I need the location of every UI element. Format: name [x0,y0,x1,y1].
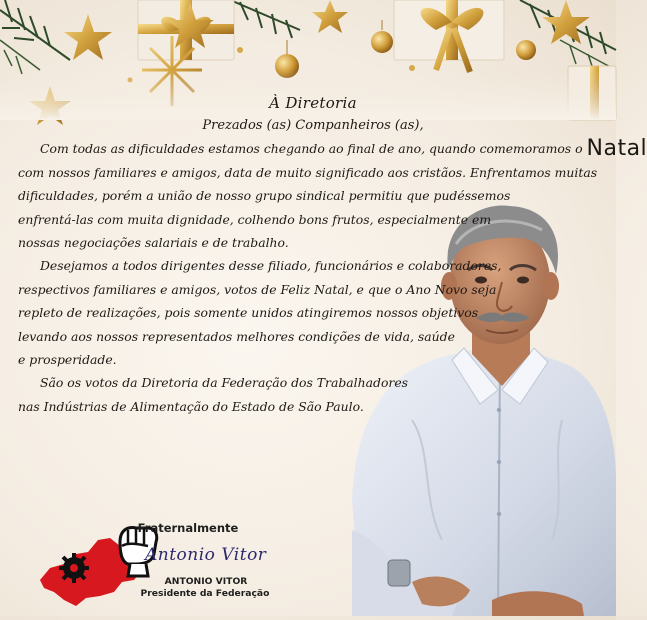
natal-highlight: Natal [587,136,647,161]
letter-line: Desejamos a todos dirigentes desse filiado, funcionários e colaboradores, [18,254,608,277]
letter-line: respectivos familiares e amigos, votos de Feliz Natal, e que o Ano Novo seja [18,278,608,301]
letter-line: nas Indústrias de Alimentação do Estado de São Paulo. [18,395,608,418]
letter-line: repleto de realizações, pois somente unidos atingiremos nossos objetivos [18,301,608,324]
handwritten-signature: Antonio Vitor [145,545,265,565]
letter-title: À Diretoria [18,92,608,115]
letter-line: nossas negociações salariais e de trabalho. [18,231,608,254]
letter-line [18,137,608,160]
letter-line: levando aos nossos representados melhores condições de vida, saúde [18,325,608,348]
letter-line: São os votos da Diretoria da Federação dos Trabalhadores [18,371,608,394]
signatory-role: Presidente da Federação [140,588,270,599]
closing-text: Fraternalmente [123,521,253,535]
letter-line: enfrentá-las com muita dignidade, colhendo bons frutos, especialmente em [18,208,608,231]
gear-icon [59,553,89,583]
christmas-letter [18,92,608,418]
letter-line: dificuldades, porém a união de nosso grupo sindical permitiu que pudéssemos [18,184,608,207]
letter-line-text: Com todas as dificuldades estamos chegando ao final de ano, quando comemoramos o [40,141,583,156]
signatory-name: ANTONIO VITOR [150,576,262,587]
letter-greeting: Prezados (as) Companheiros (as), [18,115,608,137]
letter-line: com nossos familiares e amigos, data de muito significado aos cristãos. Enfrentamos muitas [18,161,608,184]
letter-line: e prosperidade. [18,348,608,371]
